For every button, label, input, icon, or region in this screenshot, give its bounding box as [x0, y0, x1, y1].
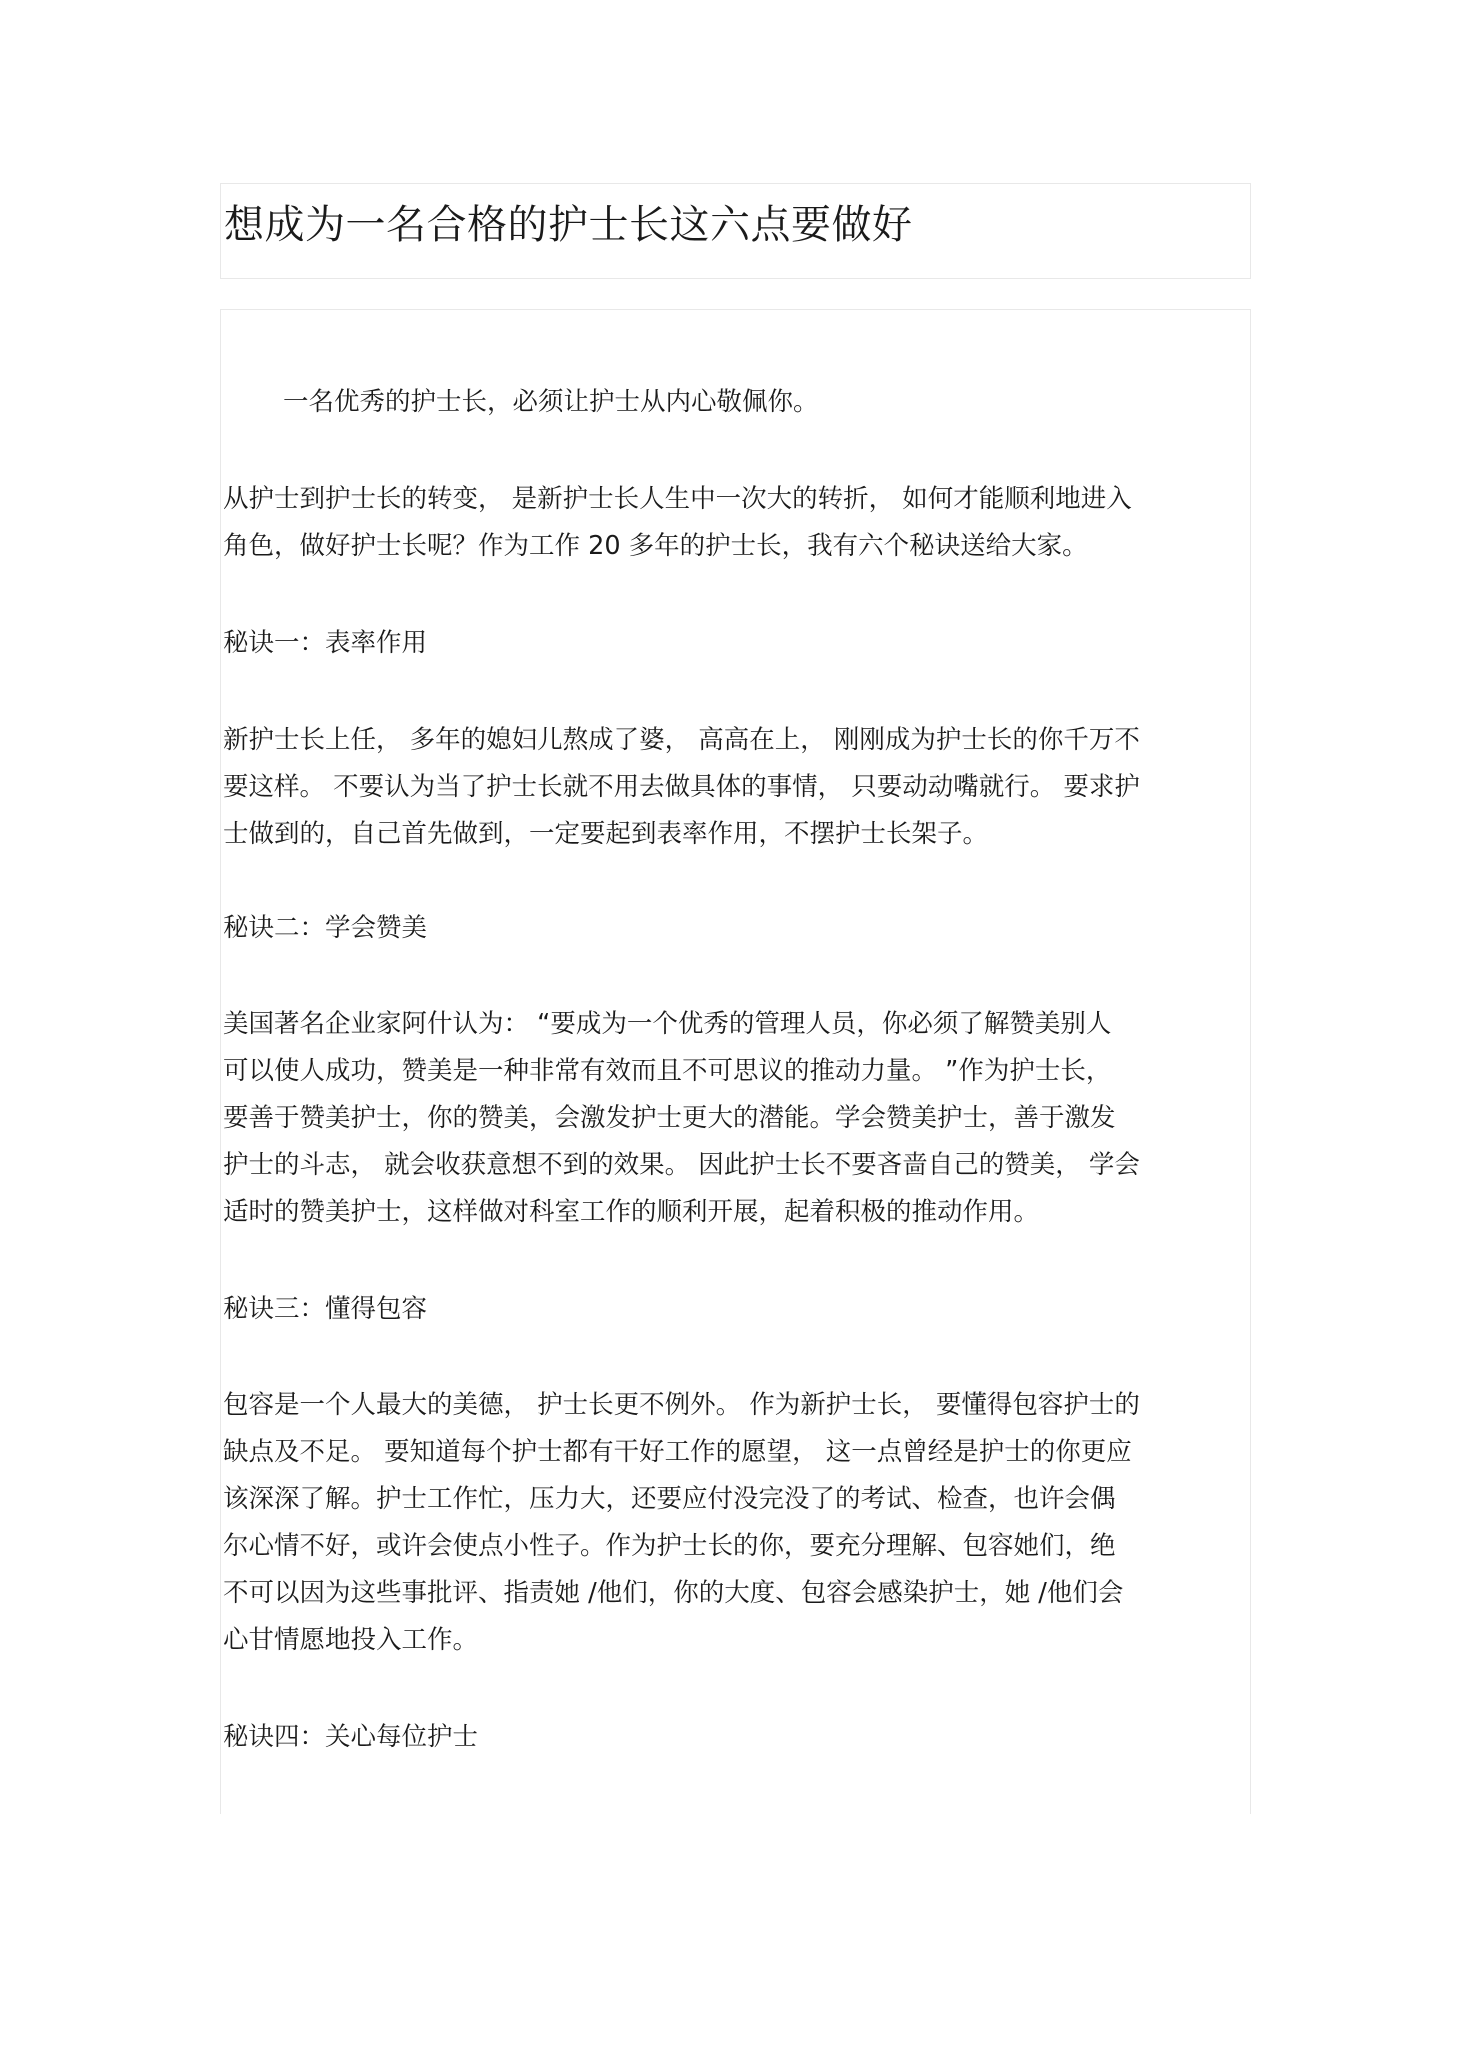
body-line-6: 要这样。 不要认为当了护士长就不用去做具体的事情， 只要动动嘴就行。 要求护: [223, 772, 1140, 802]
body-line-7: 士做到的，自己首先做到，一定要起到表率作用，不摆护士长架子。: [223, 819, 989, 849]
section-heading-4: 秘诀四：关心每位护士: [223, 1722, 479, 1752]
body-line-20: 心甘情愿地投入工作。: [223, 1625, 479, 1655]
body-line-12: 护士的斗志， 就会收获意想不到的效果。 因此护士长不要吝啬自己的赞美， 学会: [223, 1150, 1140, 1180]
body-line-3: 角色，做好护士长呢？作为工作 20 多年的护士长，我有六个秘诀送给大家。: [223, 531, 1088, 561]
body-line-18: 尔心情不好，或许会使点小性子。作为护士长的你，要充分理解、包容她们，绝: [223, 1531, 1116, 1561]
body-line-2: 从护士到护士长的转变， 是新护士长人生中一次大的转折， 如何才能顺利地进入: [223, 484, 1132, 514]
body-line-5: 新护士长上任， 多年的媳妇儿熬成了婆， 高高在上， 刚刚成为护士长的你千万不: [223, 725, 1140, 755]
body-line-10: 可以使人成功，赞美是一种非常有效而且不可思议的推动力量。 ”作为护士长，: [223, 1056, 1112, 1086]
section-heading-2: 秘诀二：学会赞美: [223, 913, 428, 943]
article-title: 想成为一名合格的护士长这六点要做好: [224, 202, 913, 248]
body-line-9: 美国著名企业家阿什认为： “要成为一个优秀的管理人员，你必须了解赞美别人: [223, 1009, 1112, 1039]
body-line-19: 不可以因为这些事批评、指责她 /他们，你的大度、包容会感染护士，她 /他们会: [223, 1578, 1124, 1608]
article-body: [220, 309, 1251, 1814]
body-line-1: 一名优秀的护士长，必须让护士从内心敬佩你。: [283, 387, 819, 417]
body-line-11: 要善于赞美护士，你的赞美，会激发护士更大的潜能。学会赞美护士，善于激发: [223, 1103, 1116, 1133]
section-heading-1: 秘诀一：表率作用: [223, 628, 428, 658]
section-heading-3: 秘诀三：懂得包容: [223, 1294, 428, 1324]
title-box: [220, 183, 1251, 279]
body-line-13: 适时的赞美护士，这样做对科室工作的顺利开展，起着积极的推动作用。: [223, 1197, 1040, 1227]
body-line-16: 缺点及不足。 要知道每个护士都有干好工作的愿望， 这一点曾经是护士的你更应: [223, 1437, 1132, 1467]
body-line-17: 该深深了解。护士工作忙，压力大，还要应付没完没了的考试、检查，也许会偶: [223, 1484, 1116, 1514]
body-line-15: 包容是一个人最大的美德， 护士长更不例外。 作为新护士长， 要懂得包容护士的: [223, 1390, 1140, 1420]
